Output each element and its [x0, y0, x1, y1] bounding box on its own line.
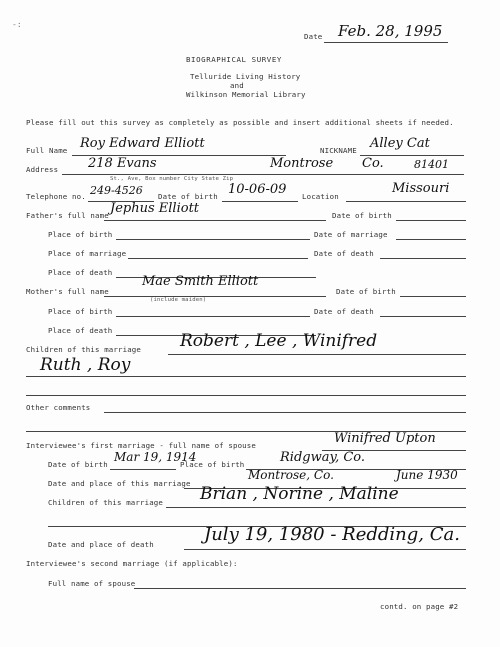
location-label: Location — [302, 192, 339, 201]
father-name-label: Father's full name — [26, 211, 109, 220]
address-sublabel: St., Ave, Box number City State Zip — [110, 176, 234, 182]
other-comments-line-1 — [104, 412, 466, 413]
father-dod-label: Date of death — [314, 249, 374, 258]
marriage-place-value: Montrose, Co. — [248, 468, 334, 482]
second-marriage-label: Interviewee's second marriage (if applicable): — [26, 559, 238, 568]
mother-pod-label: Place of death — [48, 326, 113, 335]
date-label: Date — [304, 32, 323, 41]
mother-dob-line — [400, 296, 466, 297]
full-name-value: Roy Edward Elliott — [80, 136, 205, 151]
scan-mark: -: — [12, 20, 22, 29]
marriage-date-value: June 1930 — [396, 468, 458, 482]
address-zip-value: 81401 — [414, 158, 449, 171]
first-marriage-label: Interviewee's first marriage - full name of spouse — [26, 441, 256, 450]
death-date-place-label: Date and place of death — [48, 540, 154, 549]
form-title: BIOGRAPHICAL SURVEY — [186, 55, 282, 64]
marriage-date-place-label: Date and place of this marriage — [48, 479, 191, 488]
mother-dod-line — [380, 316, 466, 317]
mother-name-label: Mother's full name — [26, 287, 109, 296]
org-line-3: Wilkinson Memorial Library — [186, 90, 306, 99]
full-name-label: Full Name — [26, 146, 68, 155]
children-marriage-line — [166, 507, 466, 508]
date-line — [324, 42, 448, 43]
spouse-dob-label: Date of birth — [48, 460, 108, 469]
father-pom-label: Place of marriage — [48, 249, 127, 258]
children-label: Children of this marriage — [26, 345, 141, 354]
children-line-3 — [26, 395, 466, 396]
address-state-value: Co. — [362, 156, 384, 171]
death-date-place-value: July 19, 1980 - Redding, Ca. — [204, 524, 460, 545]
spouse-dob-line — [110, 469, 176, 470]
children-line-2 — [26, 376, 466, 377]
spouse-dob-value: Mar 19, 1914 — [114, 450, 197, 464]
father-dom-label: Date of marriage — [314, 230, 388, 239]
address-label: Address — [26, 165, 59, 174]
father-pob-label: Place of birth — [48, 230, 113, 239]
children-marriage-value: Brian , Norine , Maline — [200, 484, 399, 504]
mother-pob-line — [116, 316, 310, 317]
father-name-line — [104, 220, 326, 221]
spouse-name-value: Winifred Upton — [334, 431, 436, 446]
full-name-spouse-line — [134, 588, 466, 589]
children-value-line1: Robert , Lee , Winifred — [180, 331, 378, 351]
death-date-place-line — [184, 549, 466, 550]
spouse-pob-label: Place of birth — [180, 460, 245, 469]
nickname-value: Alley Cat — [370, 136, 430, 151]
spouse-pob-value: Ridgway, Co. — [280, 450, 366, 465]
birth-date-line — [222, 201, 298, 202]
father-dob-line — [396, 220, 466, 221]
full-name-spouse-label: Full name of spouse — [48, 579, 136, 588]
continued-note: contd. on page #2 — [380, 602, 459, 611]
location-line — [346, 201, 466, 202]
address-line — [62, 174, 464, 175]
location-value: Missouri — [392, 181, 450, 196]
father-pom-line — [128, 258, 308, 259]
address-street-value: 218 Evans — [88, 156, 157, 171]
father-name-value: Jephus Elliott — [110, 201, 200, 216]
address-city-value: Montrose — [270, 156, 334, 171]
mother-name-value: Mae Smith Elliott — [142, 274, 259, 289]
mother-pob-label: Place of birth — [48, 307, 113, 316]
father-dob-label: Date of birth — [332, 211, 392, 220]
birth-date-label: Date of birth — [158, 192, 218, 201]
birth-date-value: 10-06-09 — [228, 182, 287, 197]
include-maiden-label: (include maiden) — [150, 297, 207, 303]
children-value-line2: Ruth , Roy — [40, 355, 131, 375]
org-line-2: and — [230, 81, 244, 90]
children-marriage-label: Children of this marriage — [48, 498, 163, 507]
telephone-value: 249-4526 — [90, 184, 143, 197]
instructions-text: Please fill out this survey as completely as possible and insert additional sheets if needed. — [26, 118, 454, 127]
children-line-1 — [168, 354, 466, 355]
org-line-1: Telluride Living History — [190, 72, 301, 81]
nickname-label: NICKNAME — [320, 146, 357, 155]
mother-name-line — [104, 296, 326, 297]
father-dod-line — [380, 258, 466, 259]
father-pod-label: Place of death — [48, 268, 113, 277]
father-dom-line — [396, 239, 466, 240]
mother-dod-label: Date of death — [314, 307, 374, 316]
father-pob-line — [116, 239, 310, 240]
telephone-label: Telephone no. — [26, 192, 86, 201]
date-value: Feb. 28, 1995 — [338, 22, 443, 40]
mother-dob-label: Date of birth — [336, 287, 396, 296]
other-comments-label: Other comments — [26, 403, 91, 412]
